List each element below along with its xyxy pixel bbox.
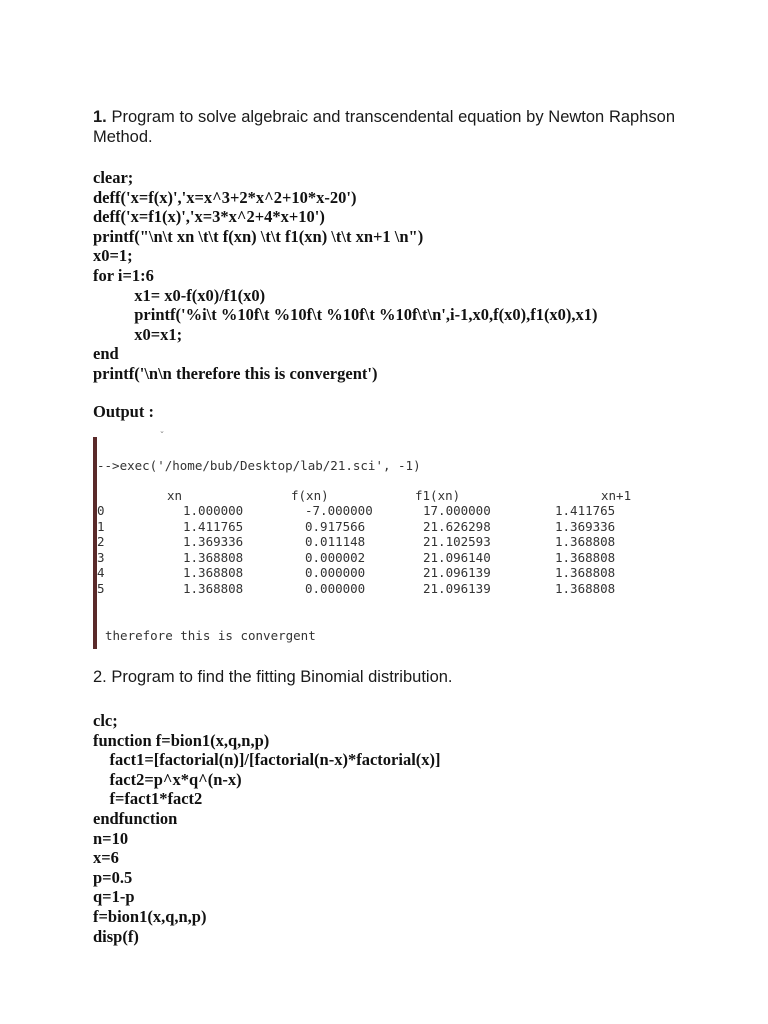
section-2-code — [93, 711, 441, 946]
row-index: 4 — [97, 565, 105, 581]
table-cell: 0.011148 — [305, 534, 366, 550]
code-line: function f=bion1(x,q,n,p) — [93, 730, 270, 750]
code-line: f=fact1*fact2 — [93, 789, 203, 809]
table-cell: 0.000000 — [305, 581, 366, 596]
row-index: 0 — [97, 503, 105, 518]
table-cell: 1.000000 — [183, 503, 244, 518]
table-cell: 1.368808 — [183, 581, 244, 596]
output-label: Output : — [93, 402, 154, 421]
code-line: x0=1; — [93, 246, 133, 266]
column-header: xn+1 — [601, 488, 632, 503]
row-index: 2 — [97, 534, 105, 550]
table-cell: 21.096139 — [423, 565, 491, 581]
table-cell: 21.102593 — [423, 534, 491, 550]
column-header: f(xn) — [291, 488, 329, 503]
code-line: fact2=p^x*q^(n-x) — [93, 769, 242, 789]
code-line: p=0.5 — [93, 867, 133, 887]
code-line: deff('x=f(x)','x=x^3+2*x^2+10*x-20') — [93, 187, 357, 207]
code-line: for i=1:6 — [93, 265, 154, 285]
code-line: x=6 — [93, 848, 119, 868]
code-line: f=bion1(x,q,n,p) — [93, 906, 207, 926]
code-line: q=1-p — [93, 887, 135, 907]
table-cell: 0.000002 — [305, 549, 366, 565]
row-index: 5 — [97, 581, 105, 596]
table-cell: 1.368808 — [183, 549, 244, 565]
table-cell: 0.917566 — [305, 518, 366, 534]
code-line: clc; — [93, 711, 118, 730]
row-index: 1 — [97, 518, 105, 534]
row-index: 3 — [97, 549, 105, 565]
code-line: clear; — [93, 168, 134, 187]
table-cell: 21.626298 — [423, 518, 491, 534]
code-line: printf("\n\t xn \t\t f(xn) \t\t f1(xn) \t\t xn+1 \n") — [93, 226, 424, 246]
section-1-heading — [93, 107, 675, 147]
table-cell: 1.368808 — [183, 565, 244, 581]
section-1-number: 1. — [93, 108, 107, 126]
table-cell: 17.000000 — [423, 503, 491, 518]
code-line: deff('x=f1(x)','x=3*x^2+4*x+10') — [93, 207, 325, 227]
table-cell: 1.411765 — [183, 518, 244, 534]
column-header: f1(xn) — [415, 488, 461, 503]
table-cell: 21.096140 — [423, 549, 491, 565]
code-line: n=10 — [93, 828, 129, 848]
code-line: end — [93, 344, 119, 364]
table-cell: 1.411765 — [555, 503, 616, 518]
table-cell: 1.368808 — [555, 565, 616, 581]
column-header: xn — [167, 488, 183, 503]
console-command: -->exec('/home/bub/Desktop/lab/21.sci', -1) — [97, 458, 421, 473]
section-2-title: 2. Program to find the fitting Binomial distribution. — [93, 668, 453, 686]
table-cell: 1.369336 — [183, 534, 244, 550]
table-cell: 1.369336 — [555, 518, 616, 534]
section-1-title: Program to solve algebraic and transcendental equation by Newton Raphson Method. — [93, 108, 676, 146]
code-line: fact1=[factorial(n)]/[factorial(n-x)*factorial(x)] — [93, 750, 441, 770]
code-line: printf('%i\t %10f\t %10f\t %10f\t %10f\t\n',i-1,x0,f(x0),f1(x0),x1) — [93, 305, 598, 325]
console-scroll-mark: ˇ — [159, 431, 166, 442]
table-cell: -7.000000 — [305, 503, 373, 518]
console-output — [93, 431, 671, 649]
table-cell: 21.096139 — [423, 581, 491, 596]
table-cell: 1.368808 — [555, 534, 616, 550]
code-line: x1= x0-f(x0)/f1(x0) — [93, 285, 266, 305]
code-line: printf('\n\n therefore this is convergent') — [93, 363, 378, 383]
table-cell: 1.368808 — [555, 549, 616, 565]
table-cell: 0.000000 — [305, 565, 366, 581]
code-line: disp(f) — [93, 926, 139, 946]
console-footer: therefore this is convergent — [105, 628, 316, 643]
section-1-code — [93, 168, 598, 384]
code-line: endfunction — [93, 808, 178, 828]
table-cell: 1.368808 — [555, 581, 616, 596]
code-line: x0=x1; — [93, 324, 183, 344]
